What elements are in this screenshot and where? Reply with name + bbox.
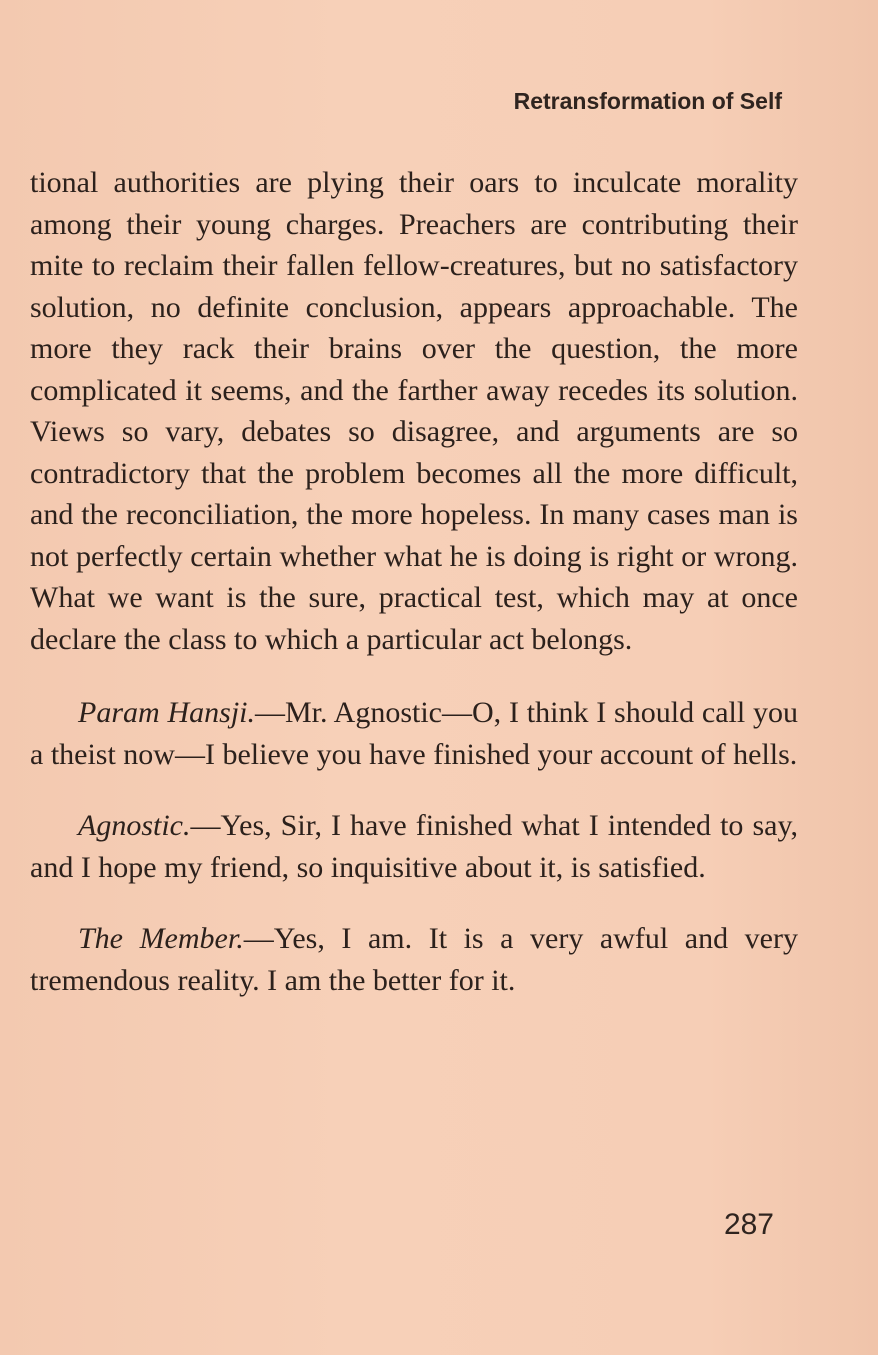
speaker-name: Agnostic. — [78, 809, 191, 842]
speech-text: —Mr. Agnostic—O, I think I should call you a theist now—I believe you have finished your account of hells. — [30, 696, 798, 771]
body-text — [30, 162, 798, 1001]
speech-text: —Yes, Sir, I have finished what I intended to say, and I hope my friend, so inquisitive about it, is satisfied. — [30, 809, 798, 884]
paragraph-member — [30, 918, 798, 1001]
speaker-name: The Member. — [78, 922, 244, 955]
running-head: Retransformation of Self — [513, 88, 782, 114]
paragraph-agnostic — [30, 805, 798, 888]
speaker-name: Param Hansji. — [78, 696, 255, 729]
page-number: 287 — [723, 1208, 774, 1241]
speech-text: —Yes, I am. It is a very awful and very tremendous reality. I am the better for it. — [30, 922, 798, 997]
paragraph-continued: tional authorities are plying their oars to inculcate morality among their young charges. Preachers are contributing their mite to reclaim their fallen fellow-creatures, but no satisfactory solution, no definite conclusion, appears approachable. The more they rack their brains over the question, the more complicated it seems, and the farther away recedes its solution. Views so vary, debates so disagree, and arguments are so contradictory that the problem becomes all the more difficult, and the reconciliation, the more hopeless. In many cases man is not perfectly certain whether what he is doing is right or wrong. What we want is the sure, practical test, which may at once declare the class to which a particular act belongs. — [30, 166, 798, 656]
paragraph-param-hansji — [30, 692, 798, 775]
